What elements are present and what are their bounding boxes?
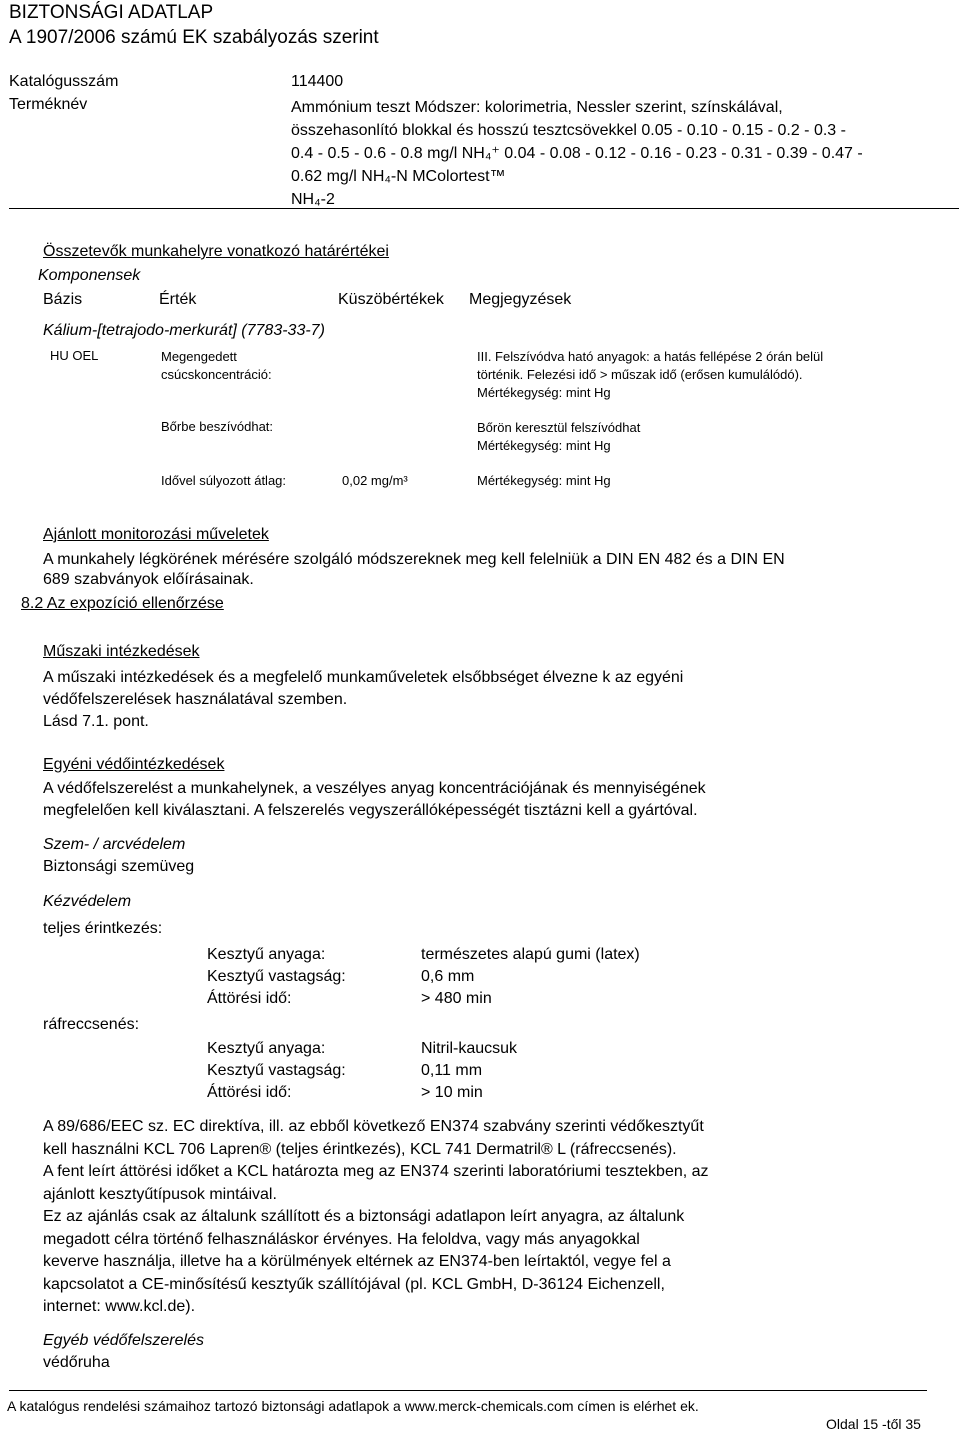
product-label: Terméknév	[9, 96, 88, 113]
technical-text: A műszaki intézkedések és a megfelelő munkaműveletek elsőbbséget élvezne k az egyéni védőfelszerelések használatával szemben. Lásd 7.1. pont.	[43, 669, 684, 730]
limit-row-value: Idővel súlyozott átlag:	[161, 473, 287, 488]
page-number: Oldal 15 -től 35	[826, 1416, 921, 1432]
hand-heading: Kézvédelem	[43, 893, 132, 910]
document-title: BIZTONSÁGI ADATLAP	[9, 2, 214, 23]
product-line: NH₄-2	[291, 191, 335, 208]
personal-heading: Egyéni védőintézkedések	[43, 756, 225, 773]
full-contact-label: teljes érintkezés:	[43, 920, 163, 937]
regulation-subtitle: A 1907/2006 számú EK szabályozás szerint	[9, 27, 379, 48]
catalog-label: Katalógusszám	[9, 73, 119, 90]
col-value: Érték	[159, 291, 197, 308]
other-value: védőruha	[43, 1354, 110, 1371]
footer-divider	[9, 1390, 927, 1391]
product-name	[291, 96, 863, 211]
limit-row-value: Bőrbe beszívódhat:	[161, 419, 274, 434]
col-remarks: Megjegyzések	[469, 291, 572, 308]
col-threshold: Küszöbértékek	[338, 291, 444, 308]
component-name: Kálium-[tetrajodo-merkurát] (7783-33-7)	[43, 322, 325, 339]
full-contact-labels: Kesztyű anyaga: Kesztyű vastagság: Áttörési idő:	[207, 946, 346, 1007]
header-divider	[9, 208, 959, 209]
splash-label: ráfreccsenés:	[43, 1016, 140, 1033]
splash-values: Nitril-kaucsuk 0,11 mm > 10 min	[421, 1040, 518, 1101]
product-line: 0.4 - 0.5 - 0.6 - 0.8 mg/l NH₄⁺ 0.04 - 0.08 - 0.12 - 0.16 - 0.23 - 0.31 - 0.39 - 0.47 -	[291, 145, 863, 162]
hand-notes: A 89/686/EEC sz. EC direktíva, ill. az ebből következő EN374 szabvány szerinti védőkesztyűt kell használni KCL 706 Lapren® (teljes érintkezés), KCL 741 Dermatril® L (ráfreccsenés). A fent leírt áttörési időket a KCL határozta meg az EN374 szerinti laboratóriumi tesztekben, az ajánlott kesztyűtípusok mintáival. Ez az ajánlás csak az általunk szállított és a biztonsági adatlapon leírt anyagra, az általunk megadott célra történő felhasználáskor érvényes. Ha feloldva, vagy más anyagokkal keverve használja, illetve ha a körülmények eltérnek az EN374-ben leírtaktól, vegye fel a kapcsolatot a CE-minősítésű kesztyűk szállítójával (pl. KCL GmbH, D-36124 Eichenzell, internet: www.kcl.de).	[43, 1118, 709, 1315]
eye-heading: Szem- / arcvédelem	[43, 836, 186, 853]
col-basis: Bázis	[43, 291, 83, 308]
limit-row-value: Megengedett csúcskoncentráció:	[161, 349, 272, 382]
components-label: Komponensek	[38, 267, 141, 284]
basis-value: HU OEL	[50, 348, 99, 363]
personal-text: A védőfelszerelést a munkahelynek, a veszélyes anyag koncentrációjának és mennyiségének megfelelően kell kiválasztani. A felszerelés vegyszerállóképességét tisztázni kell a gyártóval.	[43, 780, 706, 819]
technical-heading: Műszaki intézkedések	[43, 643, 200, 660]
limit-row-remark: III. Felszívódva ható anyagok: a hatás fellépése 2 órán belül történik. Felezési idő > műszak idő (erősen kumulálódó). Mértékegység: mint Hg	[477, 349, 824, 400]
product-line: 0.62 mg/l NH₄-N MColortest™	[291, 168, 506, 185]
limit-row-threshold: 0,02 mg/m³	[342, 473, 408, 488]
limits-heading: Összetevők munkahelyre vonatkozó határértékei	[43, 243, 389, 260]
splash-labels: Kesztyű anyaga: Kesztyű vastagság: Áttörési idő:	[207, 1040, 346, 1101]
product-line: összehasonlító blokkal és hosszú tesztcsövekkel 0.05 - 0.10 - 0.15 - 0.2 - 0.3 -	[291, 122, 846, 139]
full-contact-values: természetes alapú gumi (latex) 0,6 mm > 480 min	[421, 946, 640, 1007]
section-8-2-title: 8.2 Az expozíció ellenőrzése	[21, 595, 224, 612]
footer-note: A katalógus rendelési számaihoz tartozó biztonsági adatlapok a www.merck-chemicals.com címen is elérhet ek.	[7, 1398, 699, 1414]
monitoring-text: A munkahely légkörének mérésére szolgáló módszereknek meg kell felelniük a DIN EN 482 és a DIN EN 689 szabványok előírásainak.	[43, 551, 785, 588]
monitoring-heading: Ajánlott monitorozási műveletek	[43, 526, 269, 543]
limit-row-remark: Bőrön keresztül felszívódhat Mértékegység: mint Hg	[477, 420, 641, 453]
product-line: Ammónium teszt Módszer: kolorimetria, Nessler szerint, színskálával,	[291, 99, 783, 116]
eye-value: Biztonsági szemüveg	[43, 858, 195, 875]
catalog-value: 114400	[291, 73, 344, 90]
limit-row-remark: Mértékegység: mint Hg	[477, 473, 611, 488]
other-heading: Egyéb védőfelszerelés	[43, 1332, 204, 1349]
